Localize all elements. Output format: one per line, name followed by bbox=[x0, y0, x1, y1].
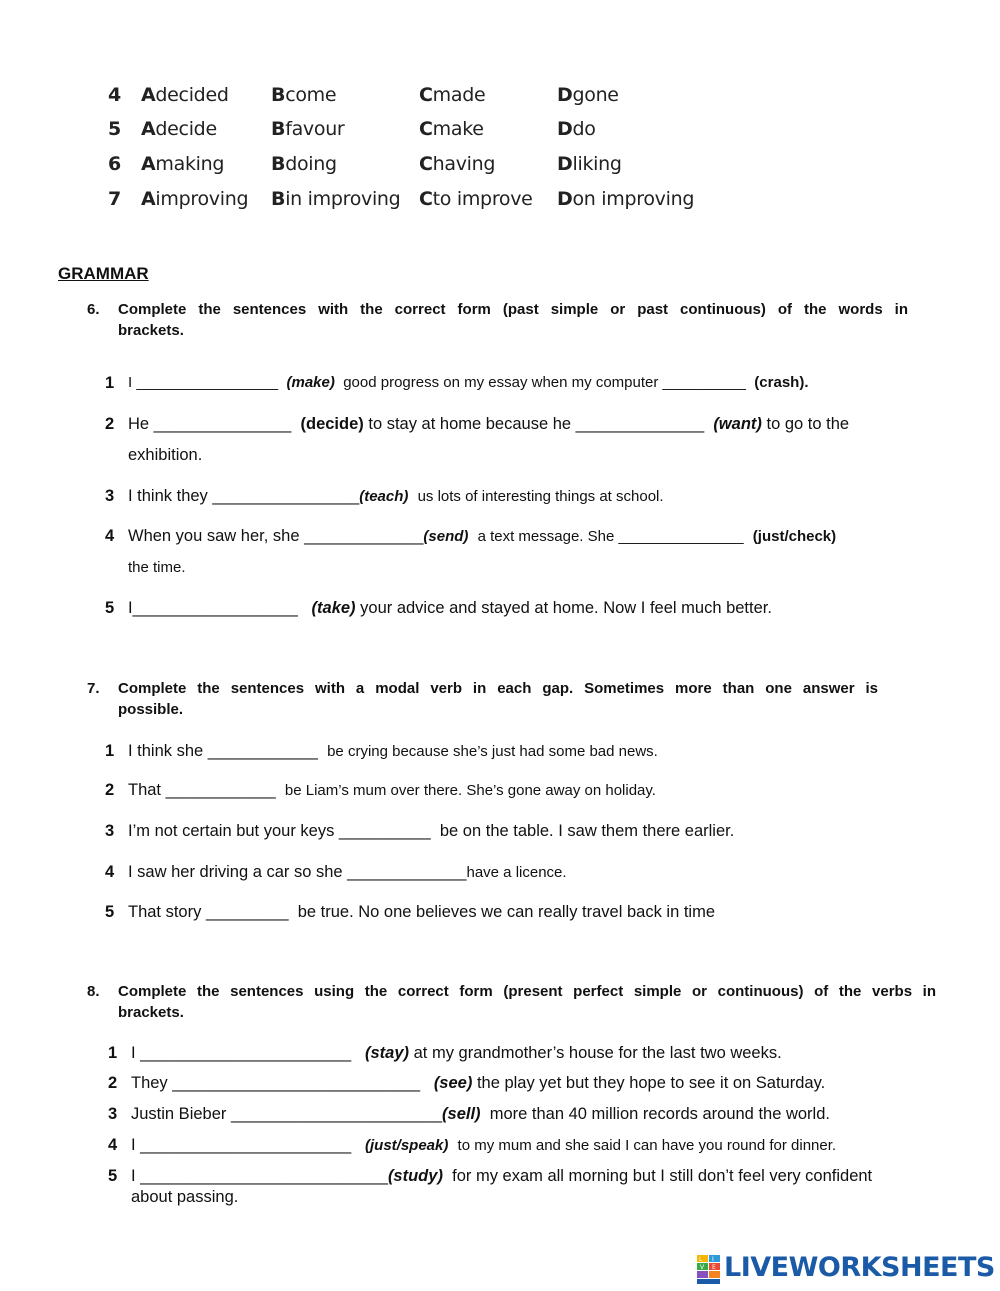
list-item: 1 bbox=[105, 742, 115, 760]
option-row: 7 bbox=[108, 188, 121, 210]
logo-text: LIVEWORKSHEETS bbox=[724, 1252, 995, 1283]
list-item: 2 bbox=[108, 1074, 118, 1092]
list-item: 3 bbox=[105, 822, 115, 840]
svg-text:E: E bbox=[712, 1264, 716, 1271]
svg-text:L: L bbox=[699, 1256, 703, 1263]
logo-blocks-icon bbox=[697, 1255, 721, 1285]
list-item: 2 bbox=[105, 415, 115, 433]
svg-text:I: I bbox=[712, 1256, 714, 1263]
task-7-instructions: 7. Complete the sentences with a modal verb in each gap. Sometimes more than one answer is possible. bbox=[87, 680, 878, 718]
option-row: 4 bbox=[108, 84, 121, 106]
list-item: 3 bbox=[105, 487, 115, 505]
task-8-instructions: 8. Complete the sentences using the correct form (present perfect simple or continuous) of the verbs in brackets. bbox=[87, 983, 936, 1021]
list-item: 1 bbox=[108, 1044, 118, 1062]
list-item: 4 bbox=[105, 527, 115, 545]
option-row: 5 bbox=[108, 118, 121, 140]
list-item: 5 bbox=[105, 599, 115, 617]
list-item: 4 bbox=[105, 863, 115, 881]
list-item: 5 bbox=[105, 903, 115, 921]
option-row: 6 bbox=[108, 153, 121, 175]
list-item: 2 bbox=[105, 781, 115, 799]
task-6-instructions: 6. Complete the sentences with the correct form (past simple or past continuous) of the words in brackets. bbox=[87, 301, 908, 339]
list-item: 3 bbox=[108, 1105, 118, 1123]
list-item: 5 bbox=[108, 1167, 118, 1185]
svg-text:V: V bbox=[700, 1264, 705, 1271]
list-item: 4 bbox=[108, 1136, 118, 1154]
section-heading-grammar: GRAMMAR bbox=[58, 264, 149, 283]
list-item: 1 bbox=[105, 374, 115, 392]
